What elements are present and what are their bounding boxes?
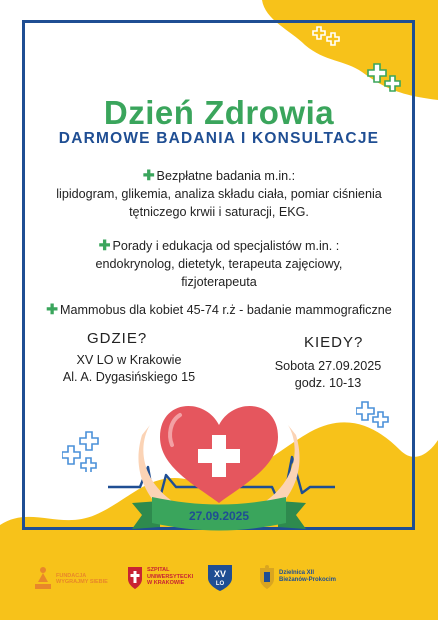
- logo-szpital: [126, 564, 193, 590]
- ribbon-date: 27.09.2025: [188, 509, 250, 523]
- section-line: fizjoterapeuta: [181, 275, 257, 289]
- section-line: endokrynolog, dietetyk, terapeuta zajęciowy,: [95, 257, 343, 271]
- section-line: Porady i edukacja od specjalistów m.in. :: [112, 239, 340, 253]
- crest-logo-icon: [258, 564, 276, 590]
- section-line: lipidogram, glikemia, analiza składu ciała, pomiar ciśnienia: [56, 187, 382, 201]
- logo-text-line: WYGRAJMY SIEBIE: [56, 579, 108, 585]
- when-line: Sobota 27.09.2025: [274, 359, 382, 373]
- where-address: [44, 352, 214, 386]
- logo-text-line: UNIWERSYTECKI: [147, 573, 194, 580]
- logo-xv-lo: [205, 562, 235, 592]
- section-line: tętniczego krwii i saturacji, EKG.: [129, 205, 309, 219]
- figure-logo-icon: [32, 566, 54, 592]
- logo-text-line: W KRAKOWIE: [147, 580, 185, 587]
- where-line: Al. A. Dygasińskiego 15: [62, 370, 196, 384]
- when-heading: KIEDY?: [304, 334, 364, 351]
- section-mammobus: [20, 300, 418, 319]
- poster-title: Dzień Zdrowia: [103, 94, 335, 131]
- logo-text-line: FUNDACJA: [56, 572, 87, 579]
- where-heading: GDZIE?: [87, 330, 148, 347]
- plus-icon: ✚: [46, 301, 58, 317]
- logo-dzielnica: [258, 564, 336, 590]
- badge-sub-text: LO: [215, 581, 225, 587]
- plus-icon: ✚: [142, 167, 155, 183]
- logo-fundacja: [32, 566, 108, 592]
- section-line: Bezpłatne badania m.in.:: [156, 169, 296, 183]
- badge-text: XV: [213, 569, 227, 579]
- when-line: godz. 10-13: [294, 376, 362, 390]
- section-free-tests: [20, 166, 418, 221]
- plus-outline-icon: [312, 25, 342, 49]
- plus-outline-icon: [366, 62, 406, 98]
- school-badge-icon: [205, 562, 235, 592]
- poster-subtitle: DARMOWE BADANIA I KONSULTACJE: [58, 130, 380, 147]
- logo-text-line: Dzielnica XII: [279, 570, 315, 576]
- logo-text-line: SZPITAL: [147, 567, 170, 574]
- plus-icon: ✚: [98, 237, 111, 253]
- shield-logo-icon: [126, 564, 144, 590]
- where-line: XV LO w Krakowie: [76, 353, 182, 367]
- section-specialists: [20, 236, 418, 291]
- logo-text-line: Bieżanów-Prokocim: [279, 577, 337, 583]
- section-line: Mammobus dla kobiet 45-74 r.ż - badanie mammograficzne: [59, 303, 392, 317]
